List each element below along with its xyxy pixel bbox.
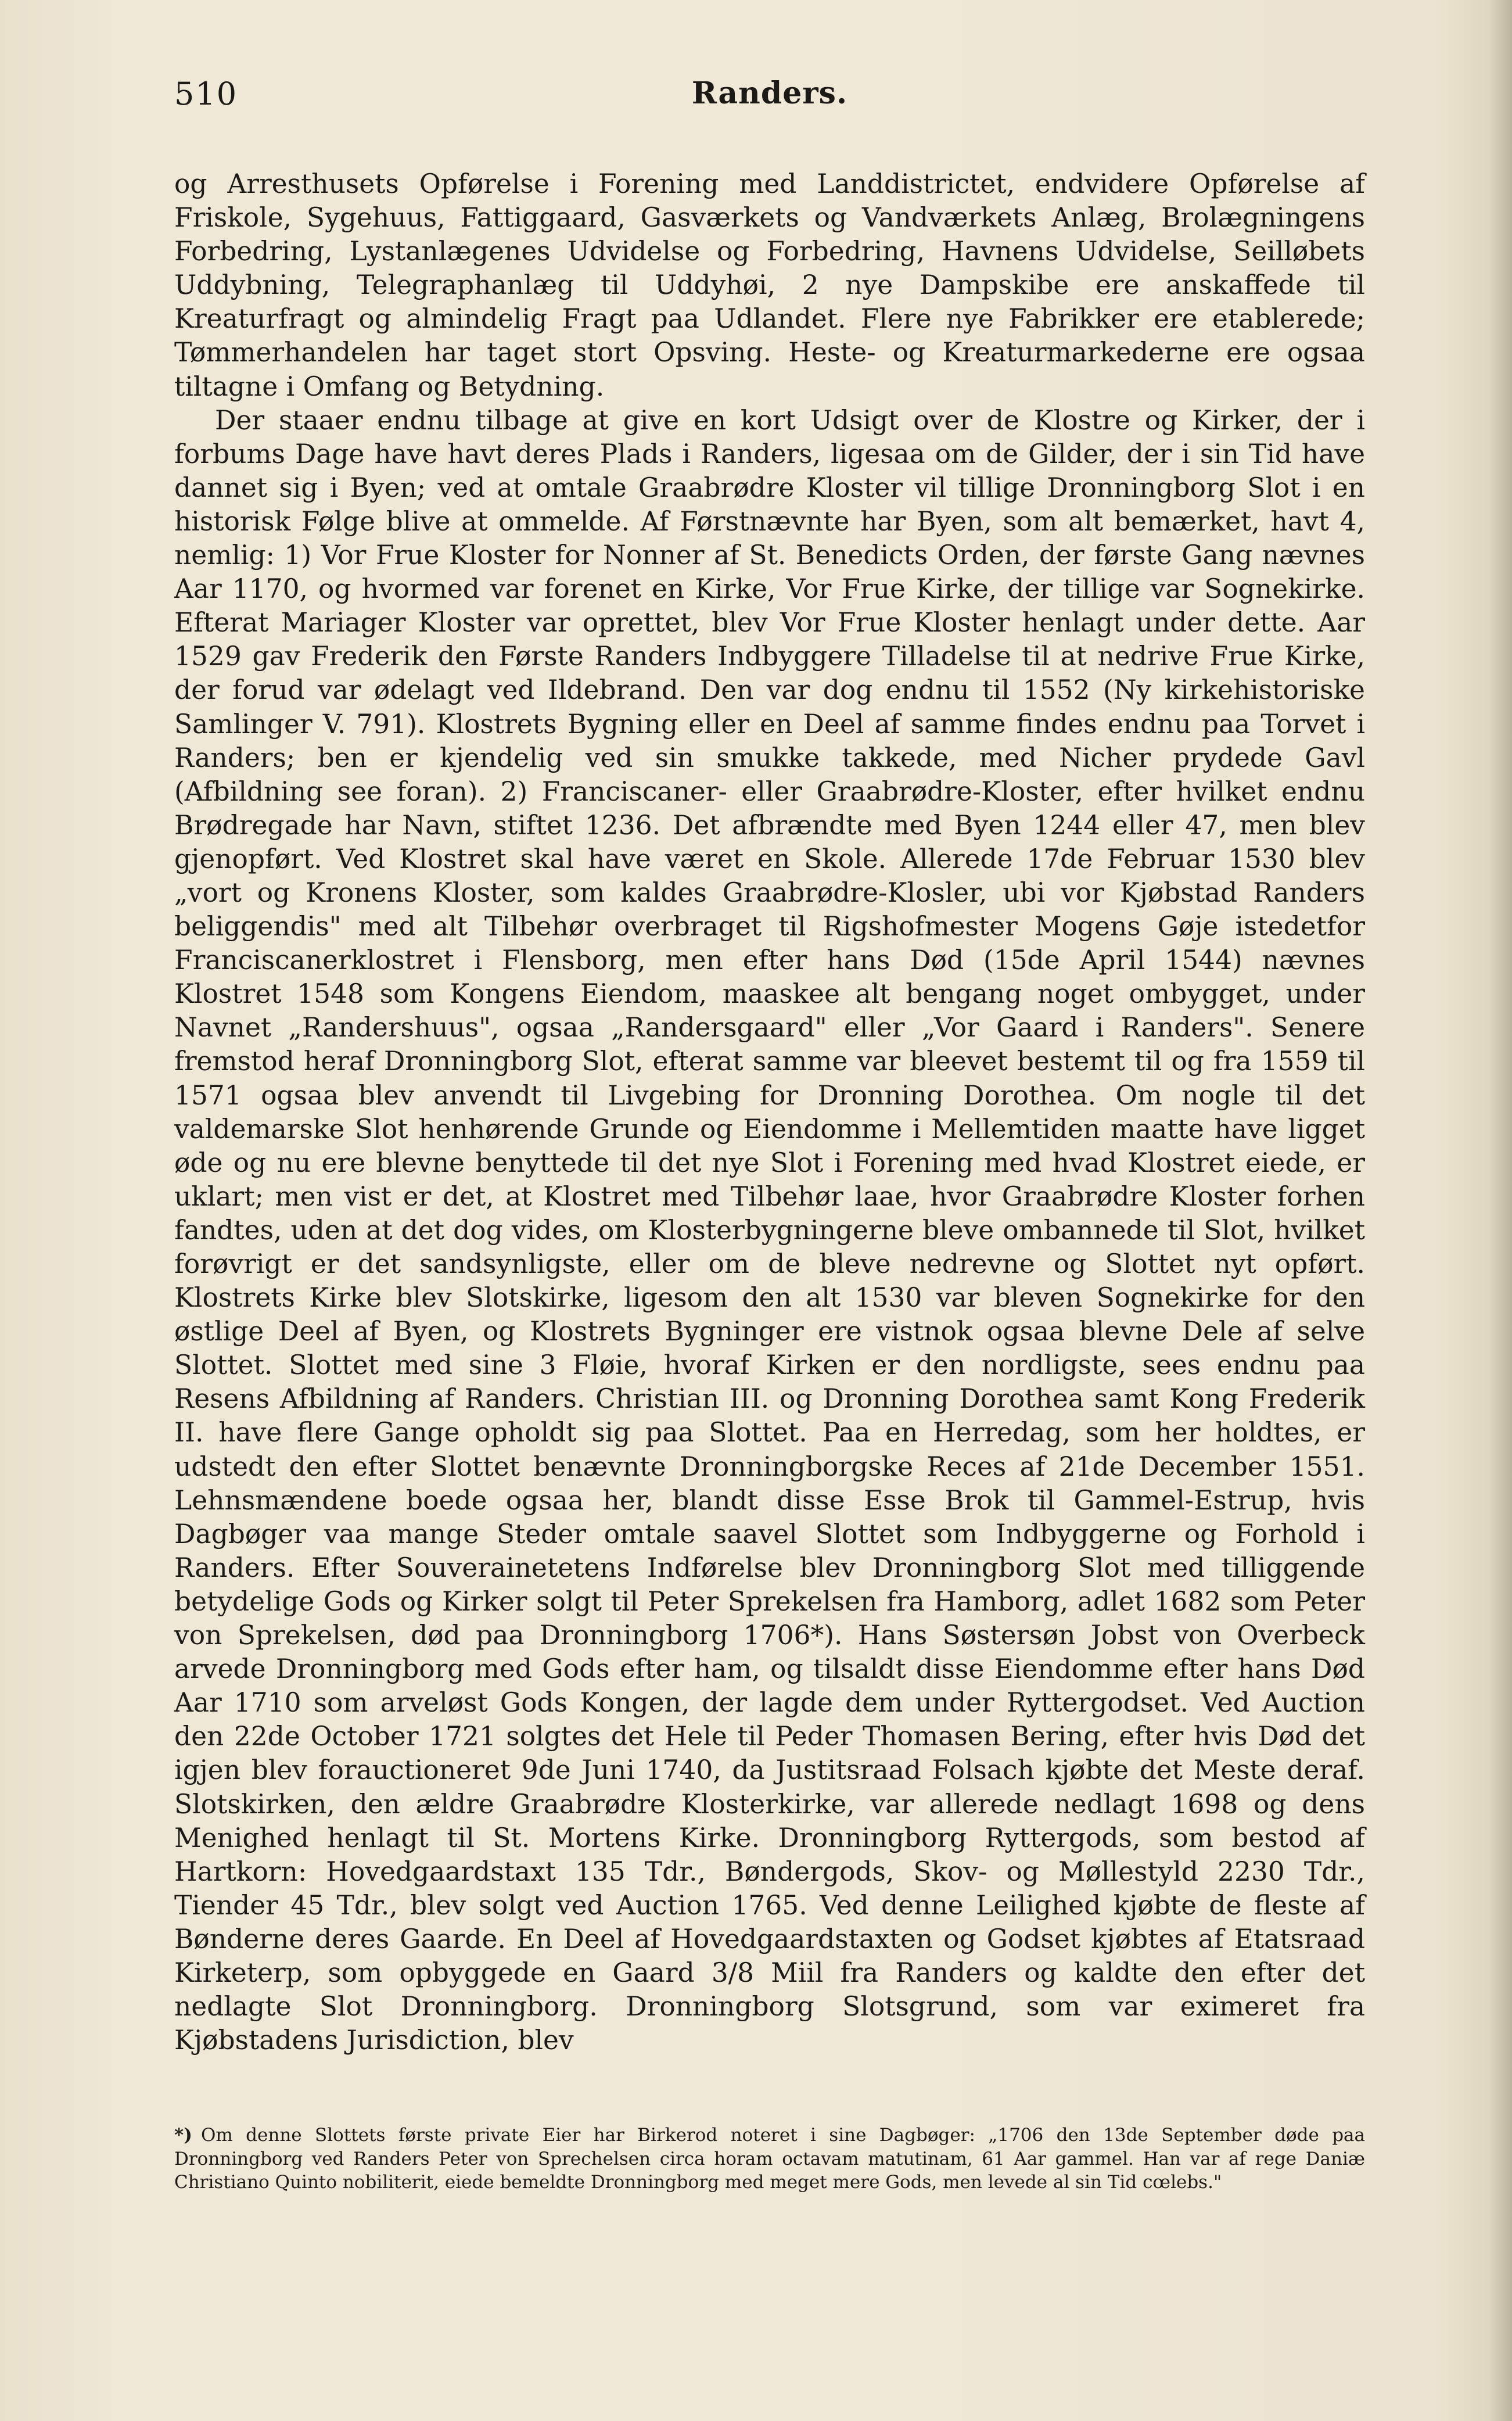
footnote-text: Om denne Slottets første private Eier har Birkerod noteret i sine Dagbøger: „1706 den 13de September døde paa Dronningborg ved Randers Peter von Sprechelsen circa horam octavam matutinam, 61 Aar gammel. Han var af rege Daniæ Christiano Quinto nobiliterit, eiede bemeldte Dronningborg med meget mere Gods, men levede al sin Tid cœlebs."	[174, 2125, 1365, 2193]
footnote-marker: *)	[174, 2125, 192, 2146]
paragraph-2: Der staaer endnu tilbage at give en kort Udsigt over de Klostre og Kirker, der i forbums Dage have havt deres Plads i Randers, ligesaa om de Gilder, der i sin Tid have dannet sig i Byen; ved at omtale Graabrødre Kloster vil tillige Dronningborg Slot i en historisk Følge blive at ommelde. Af Førstnævnte har Byen, som alt bemærket, havt 4, nemlig: 1) Vor Frue Kloster for Nonner af St. Benedicts Orden, der første Gang nævnes Aar 1170, og hvormed var forenet en Kirke, Vor Frue Kirke, der tillige var Sognekirke. Efterat Mariager Kloster var oprettet, blev Vor Frue Kloster henlagt under dette. Aar 1529 gav Frederik den Første Randers Indbyggere Tilladelse til at nedrive Frue Kirke, der forud var ødelagt ved Ildebrand. Den var dog endnu til 1552 (Ny kirkehistoriske Samlinger V. 791). Klostrets Bygning eller en Deel af samme findes endnu paa Torvet i Randers; ben er kjendelig ved sin smukke takkede, med Nicher prydede Gavl (Afbildning see foran). 2) Franciscaner- eller Graabrødre-Kloster, efter hvilket endnu Brødregade har Navn, stiftet 1236. Det afbrændte med Byen 1244 eller 47, men blev gjenopført. Ved Klostret skal have været en Skole. Allerede 17de Februar 1530 blev „vort og Kronens Kloster, som kaldes Graabrødre-Klosler, ubi vor Kjøbstad Randers beliggendis" med alt Tilbehør overbraget til Rigshofmester Mogens Gøje istedetfor Franciscanerklostret i Flensborg, men efter hans Død (15de April 1544) nævnes Klostret 1548 som Kongens Eiendom, maaskee alt bengang noget ombygget, under Navnet „Randershuus", ogsaa „Randersgaard" eller „Vor Gaard i Randers". Senere fremstod heraf Dronningborg Slot, efterat samme var bleevet bestemt til og fra 1559 til 1571 ogsaa blev anvendt til Livgebing for Dronning Dorothea. Om nogle til det valdemarske Slot henhørende Grunde og Eiendomme i Mellemtiden maatte have ligget øde og nu ere blevne benyttede til det nye Slot i Forening med hvad Klostret eiede, er uklart; men vist er det, at Klostret med Tilbehør laae, hvor Graabrødre Kloster forhen fandtes, uden at det dog vides, om Klosterbygningerne bleve ombannede til Slot, hvilket forøvrigt er det sandsynligste, eller om de bleve nedrevne og Slottet nyt opført. Klostrets Kirke blev Slotskirke, ligesom den alt 1530 var bleven Sognekirke for den østlige Deel af Byen, og Klostrets Bygninger ere vistnok ogsaa blevne Dele af selve Slottet. Slottet med sine 3 Fløie, hvoraf Kirken er den nordligste, sees endnu paa Resens Afbildning af Randers. Christian III. og Dronning Dorothea samt Kong Frederik II. have flere Gange opholdt sig paa Slottet. Paa en Herredag, som her holdtes, er udstedt den efter Slottet benævnte Dronningborgske Reces af 21de December 1551. Lehnsmændene boede ogsaa her, blandt disse Esse Brok til Gammel-Estrup, hvis Dagbøger vaa mange Steder omtale saavel Slottet som Indbyggerne og Forhold i Randers. Efter Souverainetetens Indførelse blev Dronningborg Slot med tilliggende betydelige Gods og Kirker solgt til Peter Sprekelsen fra Hamborg, adlet 1682 som Peter von Sprekelsen, død paa Dronningborg 1706*). Hans Søstersøn Jobst von Overbeck arvede Dronningborg med Gods efter ham, og tilsaldt disse Eiendomme efter hans Død Aar 1710 som arveløst Gods Kongen, der lagde dem under Ryttergodset. Ved Auction den 22de October 1721 solgtes det Hele til Peder Thomasen Bering, efter hvis Død det igjen blev forauctioneret 9de Juni 1740, da Justitsraad Folsach kjøbte det Meste deraf. Slotskirken, den ældre Graabrødre Klosterkirke, var allerede nedlagt 1698 og dens Menighed henlagt til St. Mortens Kirke. Dronningborg Ryttergods, som bestod af Hartkorn: Hovedgaardstaxt 135 Tdr., Bøndergods, Skov- og Møllestyld 2230 Tdr., Tiender 45 Tdr., blev solgt ved Auction 1765. Ved denne Leilighed kjøbte de fleste af Bønderne deres Gaarde. En Deel af Hovedgaardstaxten og Godset kjøbtes af Etatsraad Kirketerp, som opbyggede en Gaard 3/8 Miil fra Randers og kaldte den efter det nedlagte Slot Dronningborg. Dronningborg Slotsgrund, som var eximeret fra Kjøbstadens Jurisdiction, blev	[174, 404, 1365, 2056]
page-number: 510	[174, 76, 238, 112]
footnote	[174, 2124, 1365, 2194]
page-header	[174, 76, 1365, 122]
paragraph-1: og Arresthusets Opførelse i Forening med Landdistrictet, endvidere Opførelse af Friskole, Sygehuus, Fattiggaard, Gasværkets og Vandværkets Anlæg, Brolægningens Forbedring, Lystanlægenes Udvidelse og Forbedring, Havnens Udvidelse, Seilløbets Uddybning, Telegraphanlæg til Uddyhøi, 2 nye Dampskibe ere anskaffede til Kreaturfragt og almindelig Fragt paa Udlandet. Flere nye Fabrikker ere etablerede; Tømmerhandelen har taget stort Opsving. Heste- og Kreaturmarkederne ere ogsaa tiltagne i Omfang og Betydning.	[174, 168, 1365, 402]
running-head: Randers.	[691, 76, 848, 111]
page-edge-shadow	[1489, 0, 1512, 2421]
body-text	[174, 167, 1365, 2057]
